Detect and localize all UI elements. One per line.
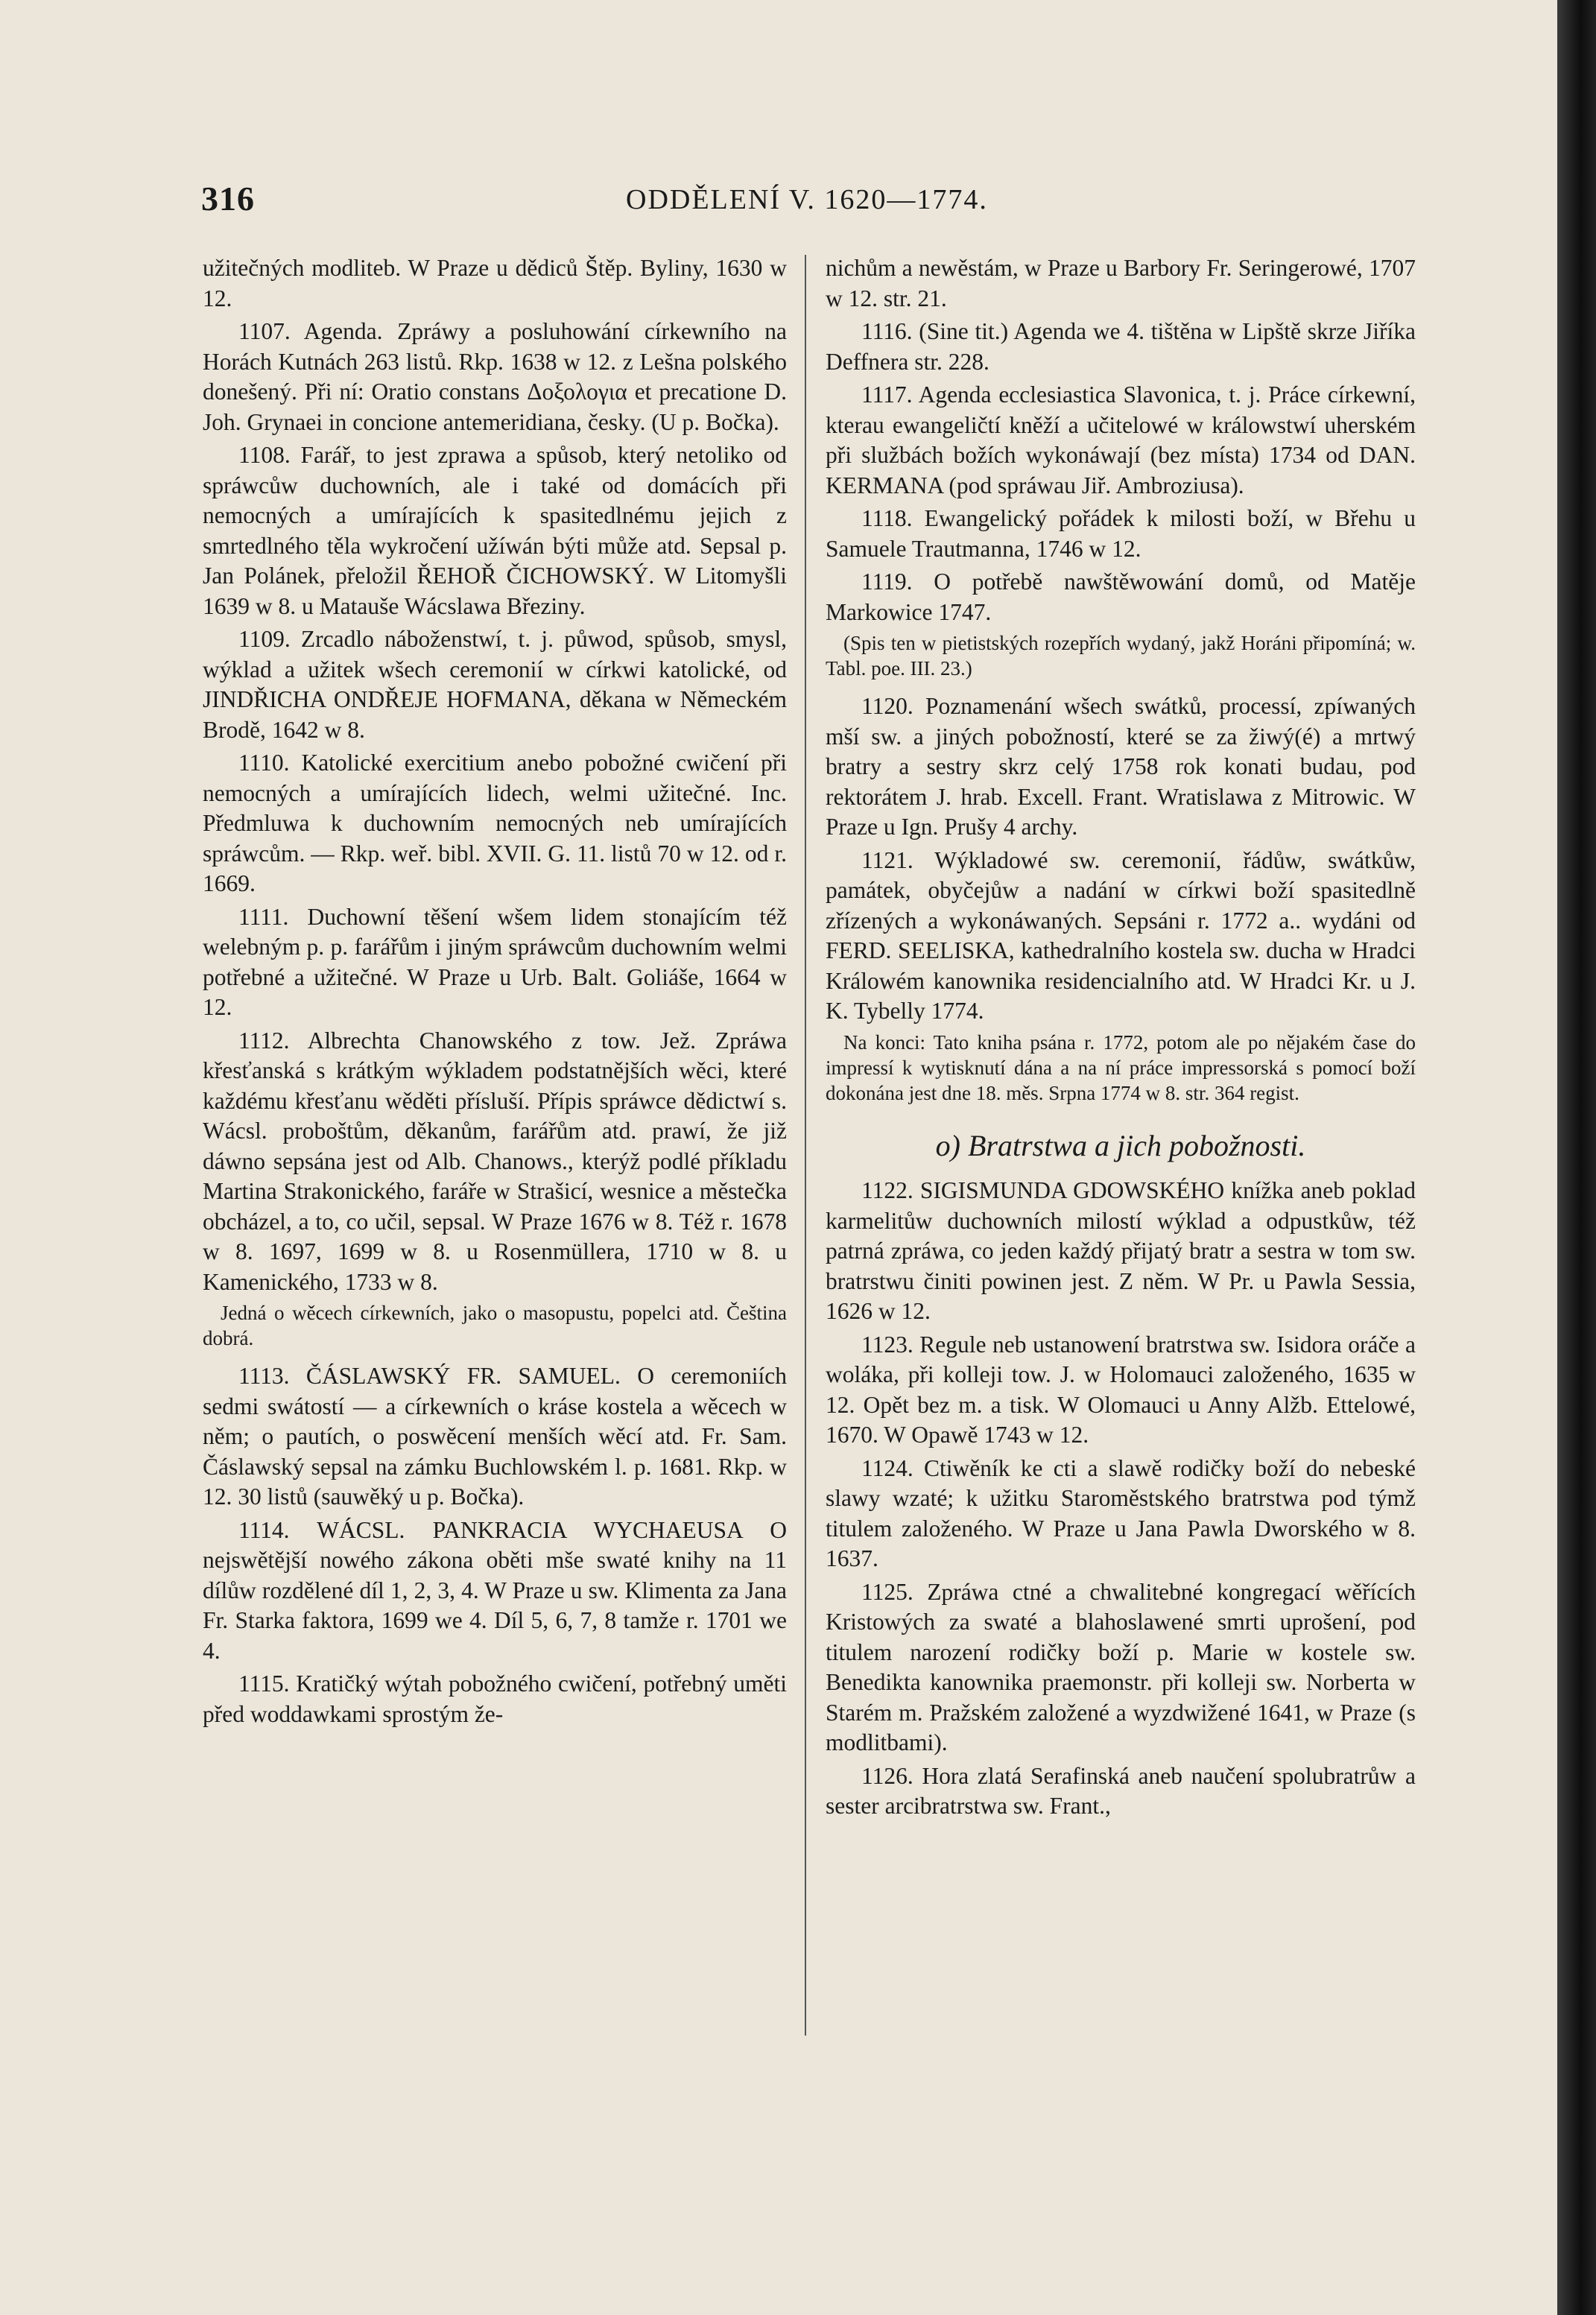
running-head: ODDĚLENÍ V. 1620—1774. [626, 184, 988, 215]
catalog-entry-1107: 1107. Agenda. Zpráwy a posluhowání církewního na Horách Kutnách 263 listů. Rkp. 1638 w 12. z Lešna polského donešený. Při ní: Oratio constans Δοξολογια et precatione D. Joh. Grynaei in concione antemeridiana, česky. (U p. Bočka). [203, 318, 787, 435]
section-heading: o) Bratrstwa a jich pobožnosti. [935, 1128, 1306, 1162]
text-continuation: nichům a newěstám, w Praze u Barbory Fr. Seringerowé, 1707 w 12. str. 21. [826, 255, 1416, 311]
entry-note: (Spis ten w pietistských rozepřích wydaný, jakž Horáni připomíná; w. Tabl. poe. III. 23.) [826, 632, 1416, 680]
text-continuation: užitečných modliteb. W Praze u dědiců Štěp. Byliny, 1630 w 12. [203, 255, 787, 311]
page-header [201, 179, 1423, 224]
column-divider [805, 255, 806, 2036]
catalog-entry-1116: 1116. (Sine tit.) Agenda we 4. tištěna w Lipště skrze Jiříka Deffnera str. 228. [826, 318, 1416, 375]
catalog-entry-1124: 1124. Ctiwěník ke cti a slawě rodičky boží do nebeské slawy wzaté; k užitku Staroměstského bratrstwa pod týmž titulem založeného. W Praze u Jana Pawla Dworského w 8. 1637. [826, 1454, 1416, 1571]
catalog-entry-1126: 1126. Hora zlatá Serafinská aneb naučení spolubratrůw a sester arcibratrstwa sw. Frant., [826, 1762, 1416, 1819]
right-column [826, 253, 1416, 1825]
catalog-entry-1125: 1125. Zpráwa ctné a chwalitebné kongregací wěřících Kristowých za swaté a blahoslawené smrti uprošení, pod titulem narození rodičky boží p. Marie w kostele sw. Benedikta kanownika praemonstr. při kolleji sw. Norberta w Starém m. Pražském založené a wyzdwižené 1641, w Praze (s modlitbami). [826, 1578, 1416, 1755]
entry-note: Jedná o wěcech církewních, jako o masopustu, popelci atd. Čeština dobrá. [203, 1302, 787, 1349]
catalog-entry-1114: 1114. WÁCSL. PANKRACIA WYCHAEUSA O nejswětější nowého zákona oběti mše swaté knihy na 11 dílůw rozdělené díl 1, 2, 3, 4. W Praze u sw. Klimenta za Jana Fr. Starka faktora, 1699 we 4. Díl 5, 6, 7, 8 tamže r. 1701 we 4. [203, 1516, 787, 1664]
book-spine-edge [1557, 0, 1596, 2315]
left-column [203, 253, 787, 1732]
catalog-entry-1115: 1115. Kratičký wýtah pobožného cwičení, potřebný uměti před woddawkami sprostým že- [203, 1670, 787, 1727]
catalog-entry-1109: 1109. Zrcadlo náboženstwí, t. j. půwod, spůsob, smysl, wýklad a užitek wšech ceremonií w církwi katolické, od JINDŘICHA ONDŘEJE HOFMANA, děkana w Německém Brodě, 1642 w 8. [203, 626, 787, 743]
catalog-entry-1120: 1120. Poznamenání wšech swátků, processí, zpíwaných mší sw. a jiných pobožností, které se za žiwý(é) a mrtwý bratry a sestry skrz celý 1758 rok konati budau, pod rektorátem J. hrab. Excell. Frant. Wratislawa z Mitrowic. W Praze u Ign. Prušy 4 archy. [826, 693, 1416, 840]
catalog-entry-1123: 1123. Regule neb ustanowení bratrstwa sw. Isidora oráče a woláka, při kolleji tow. J. w Holomauci založeného, 1635 w 12. Opět bez m. a tisk. W Olomauci u Anny Alžb. Ettelowé, 1670. W Opawě 1743 w 12. [826, 1331, 1416, 1448]
catalog-entry-1108: 1108. Farář, to jest zprawa a spůsob, který netoliko od spráwcůw duchowních, ale i také od domácích při nemocných a umírajících k spasitedlnému jejich z smrtedlného těla wykročení užíwán býti může atd. Sepsal p. Jan Polánek, přeložil ŘEHOŘ ČICHOWSKÝ. W Litomyšli 1639 w 8. u Matauše Wácslawa Březiny. [203, 442, 787, 619]
entry-note: Na konci: Tato kniha psána r. 1772, potom ale po nějakém čase do impressí k wytisknutí dána a na ní práce impressorská s pomocí boží dokonána jest dne 18. měs. Srpna 1774 w 8. str. 364 regist. [826, 1030, 1416, 1104]
catalog-entry-1119: 1119. O potřebě nawštěwowání domů, od Matěje Markowice 1747. [826, 569, 1416, 625]
page-number: 316 [201, 180, 255, 218]
catalog-entry-1117: 1117. Agenda ecclesiastica Slavonica, t. j. Práce církewní, kterau ewangeličtí kněží a učitelowé w králowstwí uherském při službách božích wykonáwají (bez místa) 1734 od DAN. KERMANA (pod spráwau Jiř. Ambroziusa). [826, 381, 1416, 498]
catalog-entry-1122: 1122. SIGISMUNDA GDOWSKÉHO knížka aneb poklad karmelitůw duchowních milostí wýklad a odpustkůw, též patrná zpráwa, co jeden každý přijatý bratr a sestra w tom sw. bratrstwu činiti powinen jest. Z něm. W Pr. u Pawla Sessia, 1626 w 12. [826, 1177, 1416, 1324]
catalog-entry-1118: 1118. Ewangelický pořádek k milosti boží, w Břehu u Samuele Trautmanna, 1746 w 12. [826, 505, 1416, 562]
catalog-entry-1121: 1121. Wýkladowé sw. ceremonií, řádůw, swátkůw, památek, obyčejůw a nadání w církwi boží spasitedlně zřízených a wykonáwaných. Sepsáni r. 1772 a.. wydáni od FERD. SEELISKA, kathedralního kostela sw. ducha w Hradci Králowém kanownika residencialního atd. W Hradci Kr. u J. K. Tybelly 1774. [826, 846, 1416, 1024]
catalog-entry-1112: 1112. Albrechta Chanowského z tow. Jež. Zpráwa křesťanská s krátkým wýkladem podstatnějších wěci, které každému křesťanu wěděti přísluší. Přípis spráwce dědictwí s. Wácsl. proboštům, děkanům, farářům atd. prawí, že již dáwno sepsána jest od Alb. Chanows., kterýž podlé příkladu Martina Strakonického, faráře w Strašicí, wesnice a městečka obcházel, a to, co učil, sepsal. W Praze 1676 w 8. Též r. 1678 w 8. 1697, 1699 w 8. u Rosenmüllera, 1710 w 8. u Kamenického, 1733 w 8. [203, 1027, 787, 1295]
catalog-entry-1111: 1111. Duchowní těšení wšem lidem stonajícím též welebným p. p. farářům i jiným spráwcům duchowním welmi potřebné a užitečné. W Praze u Urb. Balt. Goliáše, 1664 w 12. [203, 903, 787, 1020]
catalog-entry-1113: 1113. ČÁSLAWSKÝ FR. SAMUEL. O ceremoniích sedmi swátostí — a církewních o kráse kostela a wěcech w něm; o pautích, o poswěcení menších wěcí atd. Fr. Sam. Čáslawský sepsal na zámku Buchlowském l. p. 1681. Rkp. w 12. 30 listů (sauwěký u p. Bočka). [203, 1363, 787, 1510]
catalog-entry-1110: 1110. Katolické exercitium anebo pobožné cwičení při nemocných a umírajících lidech, welmi užitečné. Inc. Předmluwa k duchowním nemocných neb umírajících spráwcům. — Rkp. weř. bibl. XVII. G. 11. listů 70 w 12. od r. 1669. [203, 750, 787, 896]
